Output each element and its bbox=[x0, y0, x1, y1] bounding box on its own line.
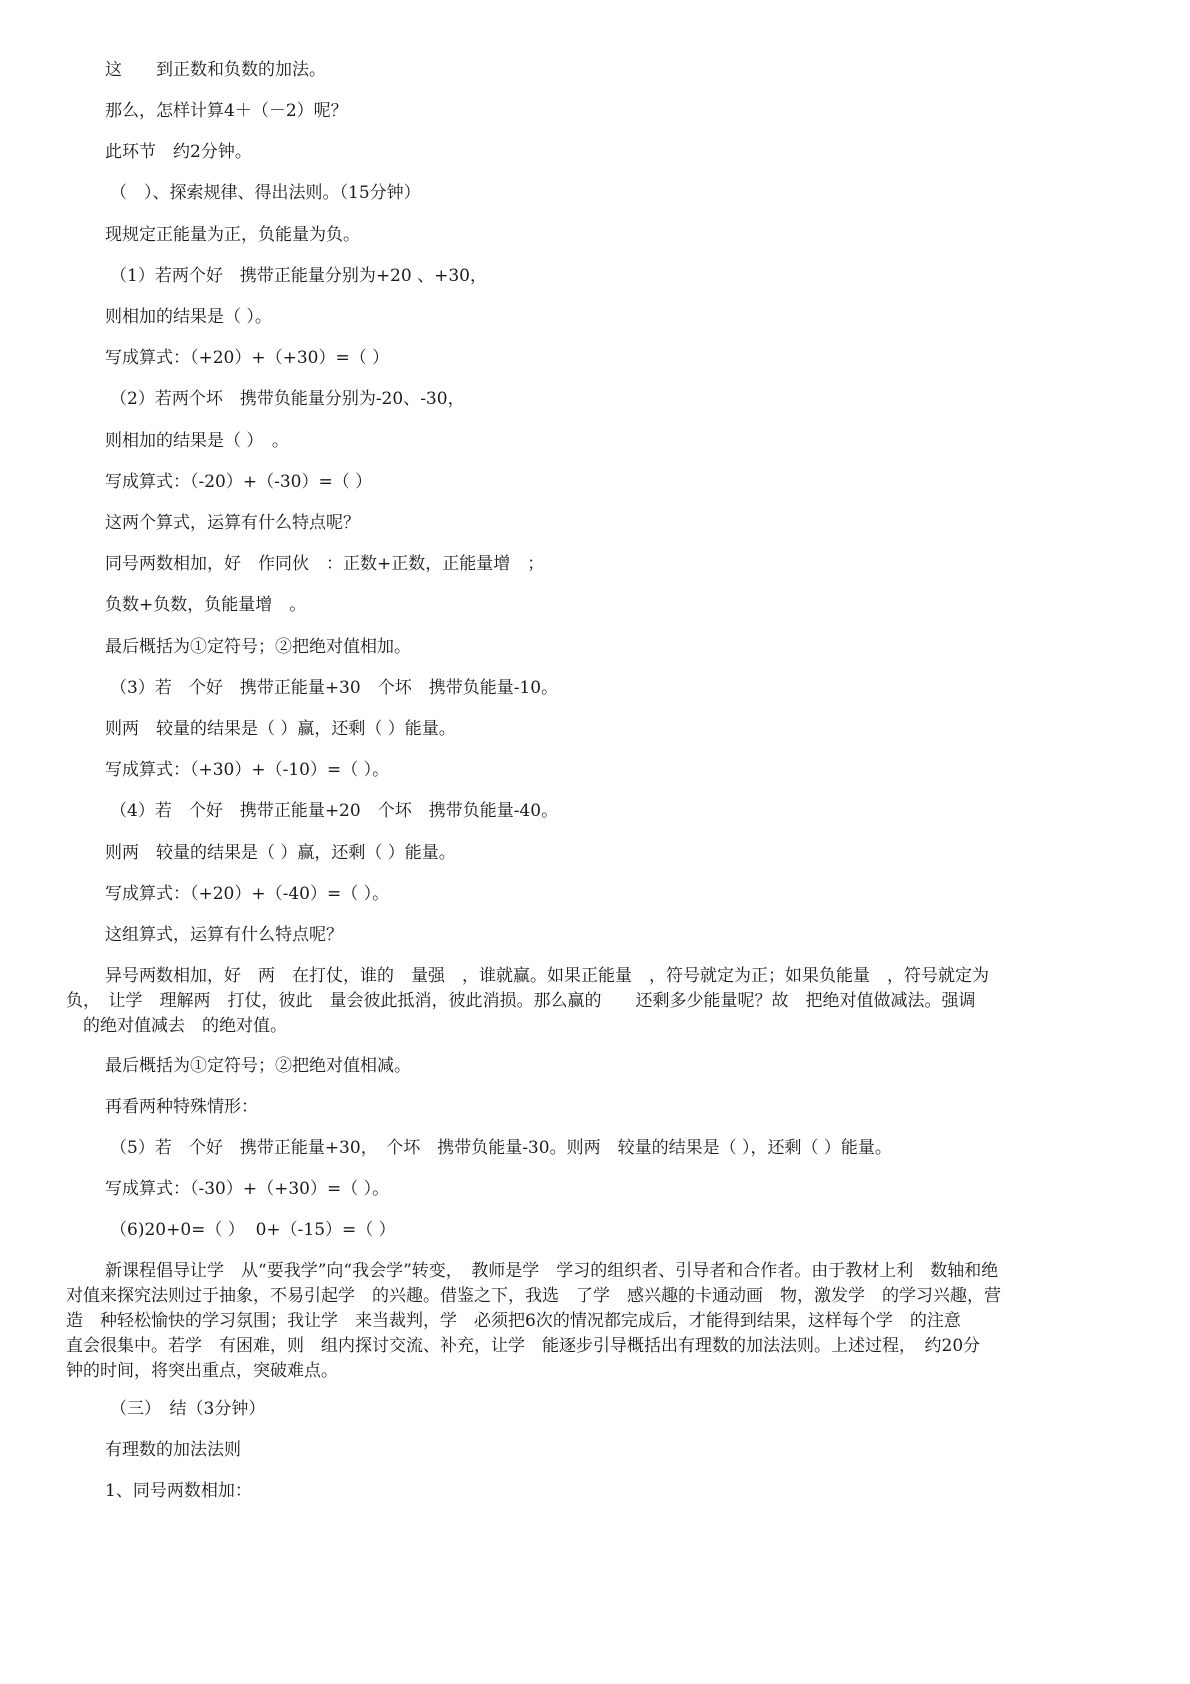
text-line: 写成算式：（-20）+（-30）=（ ） bbox=[105, 472, 373, 492]
text-line: （4）若 个好 携带正能量+20 个坏 携带负能量-40。 bbox=[110, 801, 559, 821]
text-line: 再看两种特殊情形： bbox=[105, 1097, 258, 1117]
section-heading: （三） 结（3分钟） bbox=[110, 1399, 266, 1419]
section-heading: （ ）、探索规律、得出法则。（15分钟） bbox=[110, 183, 421, 203]
text-line: 写成算式：（+30）+（-10）=（ ）。 bbox=[105, 760, 390, 780]
text-line: 写成算式：（-30）+（+30）=（ ）。 bbox=[105, 1179, 390, 1199]
text-line: （1）若两个好 携带正能量分别为+20 、+30， bbox=[110, 266, 487, 286]
paragraph bbox=[66, 964, 1136, 1039]
text-line: 1、同号两数相加： bbox=[105, 1481, 252, 1501]
text-line: （2）若两个坏 携带负能量分别为-20、-30， bbox=[110, 389, 465, 409]
paragraph-line: 的绝对值减去 的绝对值。 bbox=[66, 1016, 287, 1036]
text-line: 现规定正能量为正，负能量为负。 bbox=[105, 225, 360, 245]
paragraph-line: 新课程倡导让学 从“要我学”向“我会学”转变， 教师是学 学习的组织者、引导者和合作者。由于教材上利 数轴和绝 bbox=[105, 1261, 999, 1281]
text-line: 此环节 约2分钟。 bbox=[105, 142, 252, 162]
paragraph-line: 造 种轻松愉快的学习氛围；我让学 来当裁判，学 必须把6次的情况都完成后，才能得到结果，这样每个学 的注意 bbox=[66, 1311, 961, 1331]
text-line: 则相加的结果是（ ）。 bbox=[105, 307, 272, 327]
text-line: 有理数的加法法则 bbox=[105, 1440, 241, 1460]
text-line: 则两 较量的结果是（ ）赢，还剩（ ）能量。 bbox=[105, 843, 456, 863]
text-line: 则相加的结果是（ ） 。 bbox=[105, 431, 289, 451]
text-line: 负数+负数，负能量增 。 bbox=[105, 595, 307, 615]
paragraph bbox=[66, 1259, 1136, 1384]
text-line: （3）若 个好 携带正能量+30 个坏 携带负能量-10。 bbox=[110, 678, 559, 698]
text-line: 写成算式：（+20）+（-40）=（ ）。 bbox=[105, 884, 390, 904]
paragraph-line: 对值来探究法则过于抽象，不易引起学 的兴趣。借鉴之下，我选 了学 感兴趣的卡通动画 物，激发学 的学习兴趣，营 bbox=[66, 1286, 1001, 1306]
text-line: 同号两数相加，好 作同伙 ：正数+正数，正能量增 ； bbox=[105, 554, 545, 574]
paragraph-line: 异号两数相加，好 两 在打仗，谁的 量强 ，谁就赢。如果正能量 ，符号就定为正；如果负能量 ，符号就定为 bbox=[105, 966, 989, 986]
text-line: 最后概括为①定符号；②把绝对值相加。 bbox=[105, 637, 411, 657]
paragraph-line: 钟的时间，将突出重点，突破难点。 bbox=[66, 1361, 338, 1381]
text-line: （5）若 个好 携带正能量+30， 个坏 携带负能量-30。则两 较量的结果是（ ），还剩（ ）能量。 bbox=[110, 1138, 892, 1158]
text-line: 那么，怎样计算4＋（－2）呢？ bbox=[105, 101, 348, 121]
text-line: 最后概括为①定符号；②把绝对值相减。 bbox=[105, 1056, 411, 1076]
text-line: 这两个算式，运算有什么特点呢？ bbox=[105, 513, 360, 533]
text-line: （6)20+0=（ ） 0+（-15）=（ ） bbox=[110, 1220, 396, 1240]
paragraph-line: 直会很集中。若学 有困难，则 组内探讨交流、补充，让学 能逐步引导概括出有理数的加法法则。上述过程， 约20分 bbox=[66, 1336, 981, 1356]
text-line: 则两 较量的结果是（ ）赢，还剩（ ）能量。 bbox=[105, 719, 456, 739]
paragraph-line: 负， 让学 理解两 打仗，彼此 量会彼此抵消，彼此消损。那么赢的 还剩多少能量呢？故 把绝对值做减法。强调 bbox=[66, 991, 976, 1011]
text-line: 写成算式：（+20）+（+30）=（ ） bbox=[105, 348, 390, 368]
text-line: 这组算式，运算有什么特点呢？ bbox=[105, 925, 343, 945]
text-line: 这 到正数和负数的加法。 bbox=[105, 60, 326, 80]
